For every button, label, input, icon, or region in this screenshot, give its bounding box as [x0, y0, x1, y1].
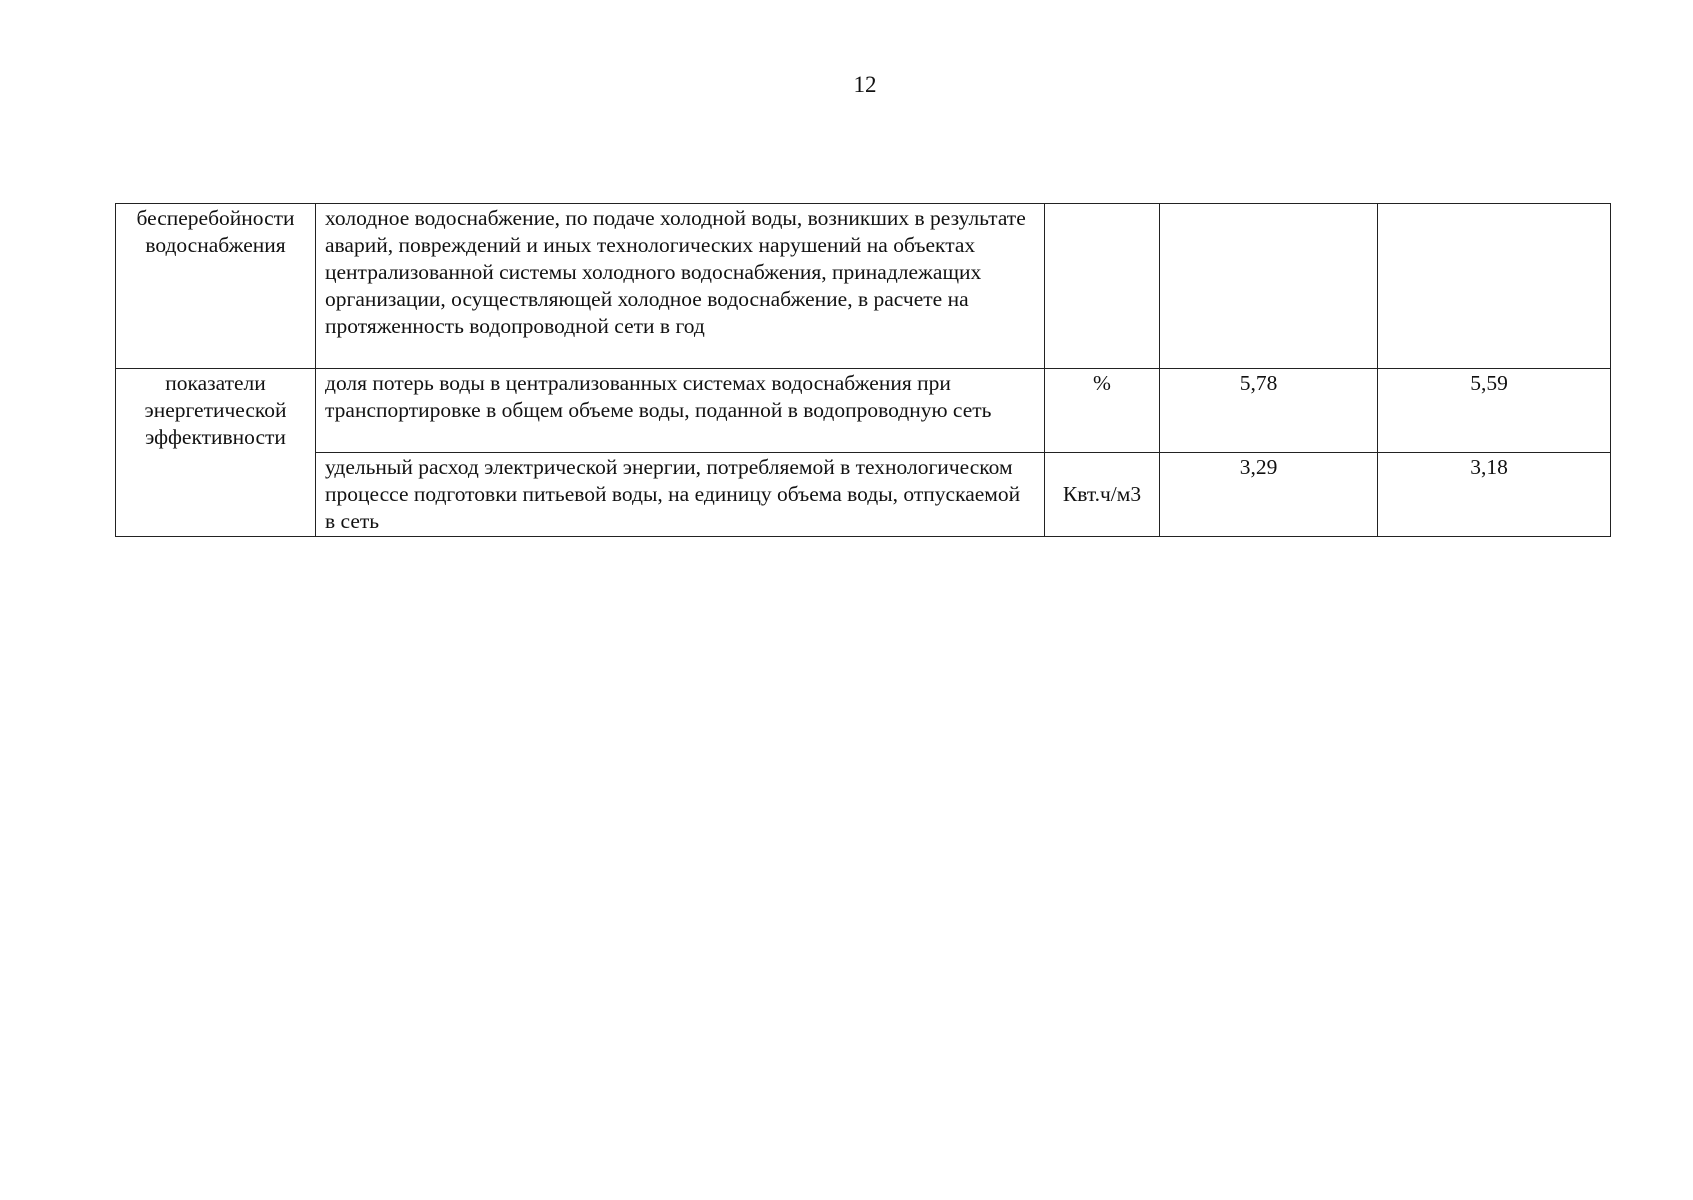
- indicator-name-cell: холодное водоснабжение, по подаче холодной воды, возникших в результате аварий, повреждений и иных технологических нарушений на объектах централизованной системы холодного водоснабжения, принадлежащих организации, осуществляющей холодное водоснабжение, в расчете на протяженность водопроводной сети в год: [316, 204, 1045, 369]
- indicator-group-cell: бесперебойности водоснабжения: [116, 204, 316, 369]
- unit-cell: %: [1045, 369, 1160, 453]
- indicator-group-cell: показатели энергетической эффективности: [116, 369, 316, 537]
- value-2-cell: [1378, 369, 1611, 453]
- value-1-text: 3,29: [1239, 455, 1278, 479]
- unit-cell: [1045, 204, 1160, 369]
- indicator-name-cell: удельный расход электрической энергии, потребляемой в технологическом процессе подготовки питьевой воды, на единицу объема воды, отпускаемой в сеть: [316, 453, 1045, 537]
- value-1-cell: [1160, 453, 1378, 537]
- unit-cell: Квт.ч/м3: [1045, 453, 1160, 537]
- table-row: [116, 453, 1611, 537]
- value-1-cell: [1160, 204, 1378, 369]
- value-2-text: 3,18: [1470, 455, 1508, 479]
- value-2-cell: [1378, 204, 1611, 369]
- table-row: [116, 204, 1611, 369]
- table-row: [116, 369, 1611, 453]
- page-number: 12: [853, 72, 877, 97]
- value-2-text: 5,59: [1470, 371, 1508, 395]
- indicator-name-cell: доля потерь воды в централизованных системах водоснабжения при транспортировке в общем объеме воды, поданной в водопроводную сеть: [316, 369, 1045, 453]
- value-1-cell: [1160, 369, 1378, 453]
- value-2-cell: [1378, 453, 1611, 537]
- value-1-text: 5,78: [1239, 371, 1278, 395]
- indicators-table: [115, 203, 1611, 537]
